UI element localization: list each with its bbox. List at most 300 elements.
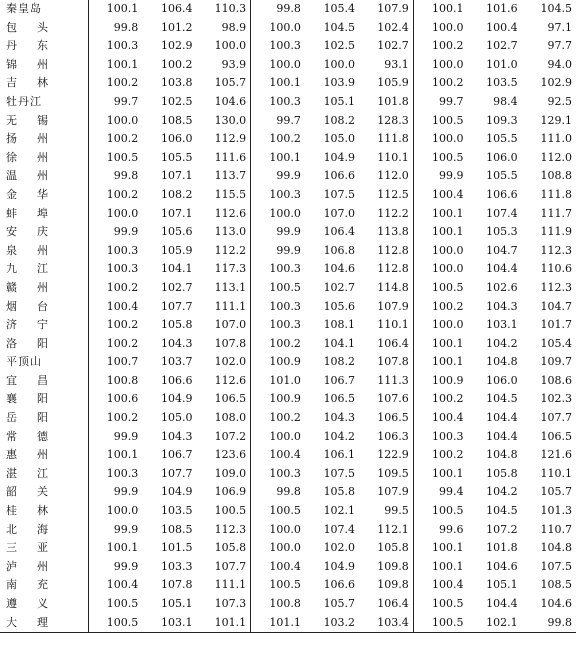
index-value: 100.0: [413, 56, 467, 75]
index-value: 104.5: [540, 2, 572, 15]
index-value: 104.3: [160, 429, 193, 443]
index-value: 100.1: [413, 0, 467, 19]
index-value: 100.6: [88, 390, 142, 409]
table-row: [0, 205, 576, 224]
index-value: 100.1: [88, 539, 142, 558]
index-value: 99.9: [251, 223, 305, 242]
index-value: 100.3: [413, 428, 467, 447]
table-row: [0, 74, 576, 93]
index-value: 100.4: [413, 576, 467, 595]
index-value: 100.1: [251, 74, 305, 93]
index-value: 106.4: [323, 225, 356, 239]
index-value: 101.8: [377, 94, 409, 108]
index-value: 105.1: [486, 578, 518, 592]
index-value: 100.1: [251, 149, 305, 168]
index-value: 113.8: [377, 225, 409, 239]
index-value: 107.1: [160, 169, 193, 183]
table-row: [0, 521, 576, 540]
index-value: 107.1: [160, 206, 193, 220]
city-name: 烟台: [6, 299, 68, 313]
table-row: [0, 242, 576, 261]
index-value: 130.0: [214, 113, 247, 127]
index-value: 106.6: [323, 169, 356, 183]
index-value: 107.8: [160, 578, 193, 592]
city-name: 包头: [6, 20, 68, 34]
city-name: 温州: [6, 169, 68, 183]
index-value: 106.5: [214, 392, 247, 406]
index-value: 101.6: [486, 2, 518, 15]
index-value: 100.1: [413, 465, 467, 484]
index-value: 103.1: [142, 614, 196, 633]
index-value: 104.6: [214, 94, 247, 108]
index-value: 100.2: [88, 186, 142, 205]
index-value: 107.9: [377, 485, 409, 499]
index-value: 122.9: [377, 448, 409, 462]
index-value: 100.4: [413, 186, 467, 205]
city-name: 岳阳: [6, 411, 68, 425]
index-value: 105.8: [377, 541, 409, 555]
city-name: 安庆: [6, 225, 68, 239]
table-row: [0, 37, 576, 56]
city-name: 赣州: [6, 280, 68, 294]
index-value: 105.5: [160, 150, 193, 164]
city-name: 桂林: [6, 504, 68, 518]
index-value: 100.5: [251, 502, 305, 521]
index-value: 108.5: [540, 578, 572, 592]
index-value: 105.5: [486, 169, 518, 183]
index-value: 100.2: [88, 74, 142, 93]
index-value: 129.1: [540, 113, 572, 127]
index-value: 103.8: [160, 76, 193, 90]
index-value: 102.7: [486, 39, 518, 53]
index-value: 105.0: [160, 411, 193, 425]
index-value: 104.6: [486, 559, 518, 573]
index-value: 113.1: [214, 280, 247, 294]
index-value: 112.3: [540, 280, 572, 294]
index-value: 100.1: [413, 558, 467, 577]
index-value: 114.8: [377, 280, 409, 294]
index-value: 105.8: [323, 485, 356, 499]
city-name: 遵义: [6, 597, 68, 610]
index-value: 115.5: [214, 187, 247, 201]
index-value: 106.6: [323, 578, 356, 592]
index-value: 100.1: [413, 539, 467, 558]
index-value: 105.7: [323, 597, 356, 610]
city-name: 平顶山: [6, 355, 42, 369]
index-value: 105.7: [214, 76, 247, 90]
table-row: [0, 223, 576, 242]
index-value: 97.7: [547, 39, 572, 53]
index-value: 106.4: [160, 2, 193, 15]
index-value: 100.3: [251, 316, 305, 335]
table-row: [0, 446, 576, 465]
index-value: 106.1: [323, 448, 356, 462]
index-value: 102.5: [160, 94, 193, 108]
index-value: 100.3: [251, 260, 305, 279]
table-row: [0, 56, 576, 75]
city-name: 宜昌: [6, 373, 68, 387]
index-value: 99.9: [88, 558, 142, 577]
index-value: 103.5: [486, 76, 518, 90]
index-value: 112.3: [214, 522, 247, 536]
index-value: 110.3: [214, 2, 247, 15]
table-row: [0, 93, 576, 112]
index-value: 100.0: [214, 39, 247, 53]
index-value: 100.3: [251, 465, 305, 484]
index-value: 106.5: [377, 411, 409, 425]
index-value: 100.9: [413, 372, 467, 391]
table-row: [0, 465, 576, 484]
index-value: 99.8: [522, 614, 576, 633]
index-value: 104.4: [486, 262, 518, 276]
index-value: 100.3: [251, 93, 305, 112]
city-name: 泉州: [6, 243, 68, 257]
index-value: 110.1: [540, 466, 572, 480]
table-row: [0, 112, 576, 131]
index-value: 107.4: [486, 206, 518, 220]
index-value: 107.2: [486, 522, 518, 536]
index-value: 113.7: [214, 169, 247, 183]
index-value: 100.2: [88, 335, 142, 354]
index-value: 108.2: [323, 355, 356, 369]
city-name: 蚌埠: [6, 206, 68, 220]
index-value: 101.2: [160, 20, 193, 34]
index-value: 102.0: [323, 541, 356, 555]
index-value: 103.1: [486, 318, 518, 332]
index-value: 100.0: [251, 56, 305, 75]
index-value: 104.7: [540, 299, 572, 313]
index-value: 100.0: [251, 521, 305, 540]
index-value: 100.5: [413, 595, 467, 614]
index-value: 106.4: [377, 597, 409, 610]
table-row: [0, 0, 576, 19]
index-value: 100.0: [251, 539, 305, 558]
index-value: 105.4: [540, 336, 572, 350]
index-value: 103.3: [160, 559, 193, 573]
index-value: 108.1: [323, 318, 356, 332]
index-value: 106.6: [160, 373, 193, 387]
index-value: 100.1: [413, 353, 467, 372]
index-value: 104.4: [486, 411, 518, 425]
index-value: 109.3: [486, 113, 518, 127]
index-value: 100.5: [413, 112, 467, 131]
index-value: 108.2: [323, 113, 356, 127]
index-value: 100.0: [88, 502, 142, 521]
index-value: 100.0: [88, 205, 142, 224]
index-value: 104.8: [486, 448, 518, 462]
index-value: 100.9: [251, 390, 305, 409]
index-value: 107.3: [214, 597, 247, 610]
index-value: 100.4: [486, 20, 518, 34]
table-row: [0, 19, 576, 38]
index-value: 102.7: [323, 280, 356, 294]
index-value: 100.0: [251, 428, 305, 447]
index-value: 123.6: [214, 448, 247, 462]
index-value: 107.4: [323, 522, 356, 536]
index-value: 104.5: [486, 392, 518, 406]
index-value: 104.1: [323, 336, 356, 350]
index-value: 103.9: [323, 76, 356, 90]
table-row: [0, 186, 576, 205]
index-value: 109.0: [214, 466, 247, 480]
index-value: 100.0: [413, 130, 467, 149]
index-value: 111.8: [540, 187, 572, 201]
index-value: 104.4: [486, 429, 518, 443]
city-name: 韶关: [6, 485, 68, 499]
index-value: 112.8: [377, 243, 409, 257]
index-value: 105.0: [323, 132, 356, 146]
index-value: 98.4: [493, 94, 518, 108]
index-value: 102.3: [540, 392, 572, 406]
index-value: 100.3: [251, 37, 305, 56]
index-value: 93.9: [221, 57, 247, 71]
index-value: 102.1: [467, 614, 521, 633]
index-value: 107.0: [214, 318, 247, 332]
index-value: 104.2: [323, 429, 356, 443]
index-value: 112.6: [214, 206, 247, 220]
index-value: 100.1: [88, 446, 142, 465]
index-value: 110.1: [377, 318, 409, 332]
table-row: [0, 539, 576, 558]
index-value: 106.9: [214, 485, 247, 499]
index-value: 111.1: [214, 578, 247, 592]
index-value: 108.6: [540, 373, 572, 387]
index-value: 102.7: [377, 39, 409, 53]
index-value: 105.8: [160, 318, 193, 332]
index-value: 99.9: [88, 521, 142, 540]
index-value: 99.9: [251, 242, 305, 261]
index-value: 112.9: [214, 132, 247, 146]
table-row: [0, 428, 576, 447]
city-name: 牡丹江: [6, 94, 42, 108]
index-value: 108.8: [540, 169, 572, 183]
index-value: 102.4: [377, 20, 409, 34]
index-value: 105.7: [540, 485, 572, 499]
index-value: 94.0: [547, 57, 572, 71]
index-value: 100.5: [413, 614, 467, 633]
table-row: [0, 353, 576, 372]
index-value: 101.8: [486, 541, 518, 555]
index-value: 111.8: [377, 132, 409, 146]
index-value: 104.2: [486, 485, 518, 499]
index-value: 102.1: [323, 504, 356, 518]
index-value: 105.9: [377, 76, 409, 90]
index-value: 112.5: [377, 187, 409, 201]
index-value: 111.6: [214, 150, 247, 164]
index-value: 109.8: [377, 578, 409, 592]
index-value: 100.2: [88, 130, 142, 149]
city-name: 三亚: [6, 541, 68, 555]
index-value: 108.5: [160, 522, 193, 536]
index-value: 107.2: [214, 429, 247, 443]
table-row: [0, 167, 576, 186]
index-value: 104.5: [323, 20, 356, 34]
index-value: 104.8: [486, 355, 518, 369]
index-value: 107.7: [214, 559, 247, 573]
index-value: 105.4: [323, 2, 356, 15]
index-value: 99.8: [88, 167, 142, 186]
index-value: 111.0: [540, 132, 572, 146]
city-name: 大理: [0, 614, 88, 633]
index-value: 100.4: [251, 446, 305, 465]
index-value: 100.2: [251, 335, 305, 354]
index-value: 108.2: [160, 187, 193, 201]
index-value: 99.7: [251, 112, 305, 131]
index-value: 99.9: [88, 428, 142, 447]
index-value: 100.0: [413, 260, 467, 279]
index-value: 99.9: [413, 167, 467, 186]
city-name: 扬州: [6, 132, 68, 146]
index-value: 101.5: [160, 541, 193, 555]
index-value: 111.1: [214, 299, 247, 313]
city-name: 锦州: [6, 57, 68, 71]
index-value: 104.2: [486, 336, 518, 350]
index-value: 100.0: [88, 112, 142, 131]
table-row: [0, 483, 576, 502]
index-value: 104.4: [486, 597, 518, 610]
city-name: 丹东: [6, 39, 68, 53]
index-value: 107.5: [540, 559, 572, 573]
index-value: 104.9: [323, 559, 356, 573]
index-value: 102.6: [486, 280, 518, 294]
index-value: 100.4: [251, 558, 305, 577]
city-name: 金华: [6, 187, 68, 201]
index-value: 100.2: [413, 298, 467, 317]
index-value: 93.1: [384, 57, 409, 71]
index-value: 101.1: [196, 614, 250, 633]
index-value: 112.0: [540, 150, 572, 164]
table-row: [0, 316, 576, 335]
index-value: 103.7: [160, 355, 193, 369]
city-name: 无锡: [6, 113, 68, 127]
city-name: 九江: [6, 262, 68, 276]
index-value: 100.2: [413, 37, 467, 56]
index-value: 105.1: [160, 597, 193, 610]
city-name: 襄阳: [6, 392, 68, 406]
index-value: 99.8: [251, 0, 305, 19]
index-value: 100.3: [88, 260, 142, 279]
index-value: 106.7: [160, 448, 193, 462]
index-value: 100.0: [413, 19, 467, 38]
index-value: 109.8: [377, 559, 409, 573]
index-value: 107.8: [214, 336, 247, 350]
index-value: 106.0: [486, 373, 518, 387]
index-value: 104.6: [323, 262, 356, 276]
index-value: 100.0: [323, 57, 356, 71]
table-row: [0, 576, 576, 595]
index-value: 112.3: [540, 243, 572, 257]
index-value: 100.3: [251, 298, 305, 317]
index-value: 100.2: [413, 74, 467, 93]
index-value: 100.3: [88, 242, 142, 261]
index-value: 97.1: [547, 20, 572, 34]
index-value: 109.7: [540, 355, 572, 369]
index-value: 106.8: [323, 243, 356, 257]
index-value: 108.0: [214, 411, 247, 425]
index-value: 100.5: [88, 595, 142, 614]
city-name: 北海: [6, 522, 68, 536]
index-value: 111.9: [540, 225, 572, 239]
index-value: 100.2: [413, 446, 467, 465]
index-value: 105.8: [486, 466, 518, 480]
index-value: 112.6: [214, 373, 247, 387]
table-row: [0, 502, 576, 521]
index-value: 100.1: [413, 223, 467, 242]
index-value: 107.5: [323, 466, 356, 480]
index-value: 101.1: [251, 614, 305, 633]
index-value: 100.1: [413, 205, 467, 224]
city-name: 常德: [6, 429, 68, 443]
index-value: 104.7: [486, 243, 518, 257]
index-value: 100.1: [413, 335, 467, 354]
index-value: 109.5: [377, 466, 409, 480]
index-value: 110.7: [540, 522, 572, 536]
index-value: 100.2: [88, 409, 142, 428]
index-value: 101.0: [486, 57, 518, 71]
index-value: 107.6: [377, 392, 409, 406]
index-value: 105.6: [160, 225, 193, 239]
index-value: 107.7: [160, 466, 193, 480]
index-value: 100.5: [413, 502, 467, 521]
index-value: 110.6: [540, 262, 572, 276]
city-name: 吉林: [6, 76, 68, 90]
table-row: [0, 149, 576, 168]
index-value: 100.2: [251, 130, 305, 149]
index-value: 107.9: [377, 2, 409, 15]
index-value: 100.1: [88, 56, 142, 75]
index-value: 107.7: [540, 411, 572, 425]
index-value: 112.8: [377, 262, 409, 276]
index-value: 104.3: [486, 299, 518, 313]
city-name: 秦皇岛: [6, 2, 42, 15]
table-row: [0, 614, 576, 633]
city-name: 徐州: [6, 150, 68, 164]
index-value: 117.3: [214, 262, 247, 276]
index-value: 102.7: [160, 280, 193, 294]
index-value: 107.9: [377, 299, 409, 313]
table-row: [0, 298, 576, 317]
index-value: 100.5: [413, 149, 467, 168]
index-value: 100.5: [413, 279, 467, 298]
index-value: 106.5: [323, 392, 356, 406]
table-row: [0, 558, 576, 577]
index-value: 100.8: [251, 595, 305, 614]
index-value: 102.0: [214, 355, 247, 369]
index-value: 104.5: [486, 504, 518, 518]
index-value: 106.6: [486, 187, 518, 201]
index-value: 99.9: [251, 167, 305, 186]
index-value: 100.3: [88, 37, 142, 56]
index-value: 104.8: [540, 541, 572, 555]
table-row: [0, 279, 576, 298]
index-value: 100.5: [214, 504, 247, 518]
index-value: 104.9: [323, 150, 356, 164]
index-value: 113.0: [214, 225, 247, 239]
city-name: 惠州: [6, 448, 68, 462]
table-row: [0, 595, 576, 614]
index-value: 103.2: [305, 614, 359, 633]
city-name: 洛阳: [6, 336, 68, 350]
index-value: 99.6: [413, 521, 467, 540]
index-value: 100.3: [251, 186, 305, 205]
index-value: 100.5: [88, 614, 142, 633]
index-value: 101.0: [251, 372, 305, 391]
table-row: [0, 130, 576, 149]
index-value: 99.4: [413, 483, 467, 502]
index-value: 100.3: [88, 465, 142, 484]
city-name: 南充: [6, 578, 68, 592]
index-value: 104.9: [160, 485, 193, 499]
